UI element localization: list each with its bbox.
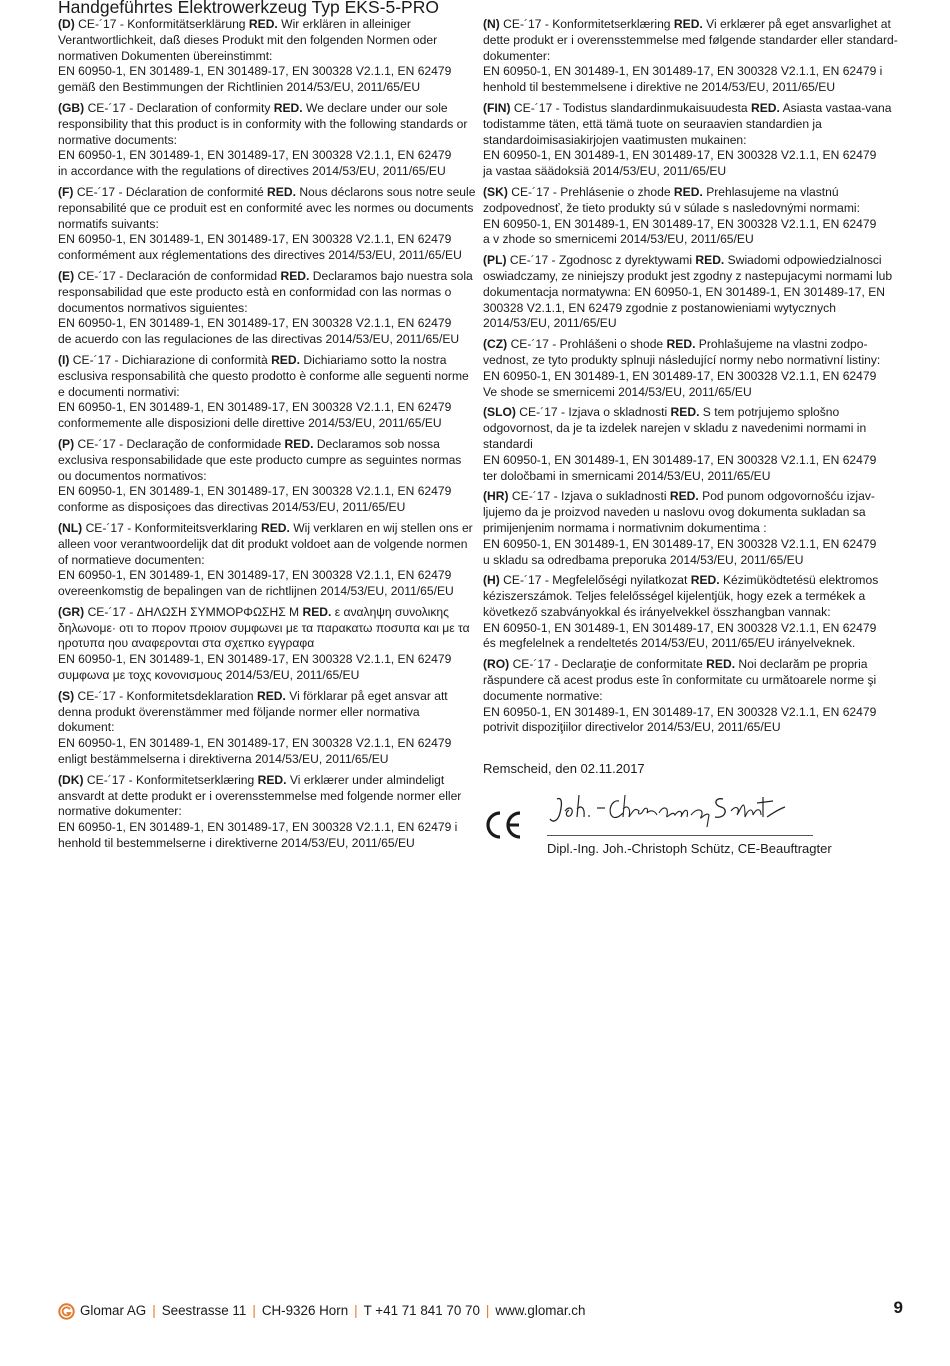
directives-text: potrivit dispoziţiilor directivelor 2014/53/EU, 2011/65/EU	[483, 720, 781, 735]
norms-list: EN 60950-1, EN 301489-1, EN 301489-17, EN 300328 V2.1.1, EN 62479	[483, 704, 877, 719]
glomar-logo-icon	[58, 1303, 75, 1320]
declaration-heading: CE-´17 - Konformitetserklæring	[503, 17, 674, 31]
declaration-text: Asiasta vastaa-vana todistamme täten, että tämä tuote on seuraavien standardien ja standardoimisasiakirjojen vaatimusten mukainen:	[483, 100, 892, 147]
norms-list: EN 60950-1, EN 301489-1, EN 301489-17, EN 300328 V2.1.1, EN 62479	[483, 536, 877, 551]
lang-code: (PL)	[483, 253, 507, 268]
red-label: RED.	[280, 268, 310, 283]
norms-list: EN 60950-1, EN 301489-1, EN 301489-17, EN 300328 V2.1.1, EN 62479	[58, 484, 452, 499]
directives-text: ter določbami in smernicami 2014/53/EU, 2011/65/EU	[483, 468, 771, 483]
footer-company: Glomar AG	[80, 1303, 147, 1318]
norms-list: EN 60950-1, EN 301489-1, EN 301489-17, EN 300328 V2.1.1, EN 62479	[483, 452, 877, 467]
red-label: RED.	[284, 436, 314, 451]
declaration-text: Prehlasujeme na vlastnú zodpovednosť, že tieto produkty sú v súlade s nasledovnými normami:	[483, 184, 860, 215]
declaration-f	[58, 185, 476, 264]
place-date: Remscheid, den 02.11.2017	[483, 761, 645, 777]
lang-code: (F)	[58, 184, 74, 199]
red-label: RED.	[670, 405, 700, 420]
declaration-gb	[58, 101, 476, 180]
lang-code: (RO)	[483, 657, 510, 672]
lang-code: (CZ)	[483, 337, 508, 352]
footer-contact	[80, 1302, 585, 1320]
red-label: RED.	[706, 657, 736, 672]
directives-text: enligt bestämmelserna i direktiverna 2014/53/EU, 2011/65/EU	[58, 752, 389, 767]
declaration-h	[483, 573, 903, 652]
declaration-pl	[483, 253, 903, 332]
declaration-heading: CE-´17 - Prohlášeni o shode	[510, 337, 667, 352]
signer-name: Dipl.-Ing. Joh.-Christoph Schütz, CE-Beauftragter	[547, 841, 832, 857]
lang-code: (GR)	[58, 604, 85, 619]
declaration-heading: CE-´17 - Izjava o skladnosti	[519, 405, 671, 420]
norms-list: EN 60950-1, EN 301489-1, EN 301489-17, EN 300328 V2.1.1, EN 62479	[483, 368, 877, 383]
directives-text: conformemente alle disposizioni delle direttive 2014/53/EU, 2011/65/EU	[58, 416, 442, 431]
footer-website-link[interactable]: www.glomar.ch	[495, 1303, 586, 1318]
directives-text: u skladu sa odredbama preporuka 2014/53/EU, 2011/65/EU	[483, 552, 804, 567]
norms-list: EN 60950-1, EN 301489-1, EN 301489-17, EN 300328 V2.1.1, EN 62479	[58, 148, 452, 163]
red-label: RED.	[257, 772, 287, 787]
declaration-heading: CE-´17 - Konformitätserklärung	[78, 17, 249, 31]
declaration-text: Wir erklären in alleiniger Verantwortlichkeit, daß dieses Produkt mit den folgenden Normen oder normativen Dokumenten übereinstimmt:	[58, 17, 438, 63]
declaration-heading: CE-´17 - Todistus slandardinmukaisuudesta	[513, 100, 751, 115]
declaration-heading: CE-´17 - Declaraţie de conformitate	[512, 657, 707, 672]
norms-list: EN 60950-1, EN 301489-1, EN 301489-17, EN 300328 V2.1.1, EN 62479 i	[58, 820, 458, 835]
declaration-heading: CE-´17 - Konformitetsdeklaration	[77, 688, 257, 703]
right-column	[483, 17, 903, 881]
declaration-s	[58, 689, 476, 768]
directives-text: in accordance with the regulations of directives 2014/53/EU, 2011/65/EU	[58, 164, 446, 179]
ce-mark-icon	[483, 809, 523, 841]
directives-text: 2014/53/EU, 2011/65/EU	[483, 316, 617, 331]
footer-street: Seestrasse 11	[161, 1303, 247, 1318]
declaration-text: Noi declarăm pe propria răspundere că acest produs este în conformitate cu următoarele norme şi documente normative:	[483, 657, 877, 703]
declaration-e	[58, 269, 476, 348]
declaration-heading: CE-´17 - Megfelelőségi nyilatkozat	[503, 573, 691, 588]
norms-list: EN 60950-1, EN 301489-1, EN 301489-17, EN 300328 V2.1.1, EN 62479	[483, 216, 877, 231]
lang-code: (SLO)	[483, 405, 516, 420]
lang-code: (GB)	[58, 100, 85, 115]
signature-line	[547, 835, 813, 836]
declaration-text: Kézimüködtetésü elektromos kéziszerszámok. Teljes felelősségel kijelentjük, hogy ezek a termékek a következő szabványokkal és irányelvekkel összhangban vannak:	[483, 573, 879, 619]
lang-code: (S)	[58, 688, 75, 703]
declaration-heading: CE-´17 - Declaration of conformity	[87, 100, 274, 115]
red-label: RED.	[271, 352, 300, 367]
red-label: RED.	[256, 688, 286, 703]
handwritten-signature-icon	[547, 791, 789, 829]
red-label: RED.	[690, 573, 720, 588]
red-label: RED.	[669, 489, 699, 504]
declaration-heading: CE-´17 - Konformitetserklæring	[86, 772, 258, 787]
declaration-sk	[483, 185, 903, 248]
declaration-text: Pod punom odgovornošću izjav-ljujemo da je proizvod naveden u naslovu ovog dokumenta sukladan sa primijenjenim normama i normativnim dokumentima :	[483, 489, 875, 535]
directives-text: overeenkomstig de bepalingen van de richtlijnen 2014/53/EU, 2011/65/EU	[58, 584, 454, 599]
red-label: RED.	[302, 604, 332, 619]
norms-list: EN 60950-1, EN 301489-1, EN 301489-17, EN 300328 V2.1.1, EN 62479	[58, 736, 452, 751]
declaration-text: Prohlašujeme na vlastni zodpo-vednost, ze tyto produkty splnuji následující normy nebo normativní listiny:	[483, 337, 881, 367]
signature-block	[483, 791, 903, 881]
norms-list: EN 60950-1, EN 301489-1, EN 301489-17, EN 300328 V2.1.1, EN 62479 i	[483, 64, 883, 79]
red-label: RED.	[751, 100, 780, 115]
declaration-text: Vi erklærer på eget ansvarlighet at dette produkt er i overensstemmelse med følgende standarder eller standard-dokumenter:	[483, 17, 898, 63]
lang-code: (E)	[58, 268, 75, 283]
directives-text: de acuerdo con las regulaciones de las directivas 2014/53/EU, 2011/65/EU	[58, 332, 460, 347]
left-column	[58, 17, 476, 857]
norms-list: EN 60950-1, EN 301489-1, EN 301489-17, EN 300328 V2.1.1, EN 62479	[58, 64, 452, 79]
declaration-heading: CE-´17 - ΔΗΛΩΣΗ ΣΥΜΜΟΡΦΩΣΗΣ Μ	[87, 604, 303, 619]
declaration-heading: CE-´17 - Zgodnosc z dyrektywami	[509, 253, 696, 268]
declaration-text: Swiadomi odpowiedzialnosci oswiadczamy, ze niniejszy produkt jest zgodny z nastepujacymi normami lub dokumentacja normatywna: EN 60950-1, EN 301489-1, EN 301489-17, EN 300328 V2.1.1, EN 62479 zgodnie z postanowieniami wytycznych	[483, 253, 893, 315]
declaration-de	[58, 17, 476, 96]
declaration-nl	[58, 521, 476, 600]
declaration-heading: CE-´17 - Konformiteitsverklaring	[85, 520, 261, 535]
red-label: RED.	[695, 253, 725, 268]
directives-text: συμφωνα με τοχς κονονισμους 2014/53/EU, 2011/65/EU	[58, 668, 360, 683]
red-label: RED.	[673, 17, 703, 31]
footer-separator: |	[252, 1303, 256, 1318]
norms-list: EN 60950-1, EN 301489-1, EN 301489-17, EN 300328 V2.1.1, EN 62479	[58, 400, 452, 415]
declaration-text: Vi erklærer under almindeligt ansvardt at dette produkt er i overensstemmelse med folgende normer eller normative dokumenter:	[58, 772, 462, 819]
declaration-dk	[58, 773, 476, 852]
directives-text: henhold til bestemmelsene i direktive ne 2014/53/EU, 2011/65/EU	[483, 80, 836, 95]
red-label: RED.	[267, 184, 296, 199]
directives-text: és megfelelnek a rendeltetés 2014/53/EU, 2011/65/EU irányelveknek.	[483, 636, 856, 651]
footer-city: CH-9326 Horn	[261, 1303, 349, 1318]
declaration-i	[58, 353, 476, 432]
declaration-heading: CE-´17 - Prehlásenie o zhode	[511, 184, 674, 199]
directives-text: ja vastaa säädoksiä 2014/53/EU, 2011/65/EU	[483, 164, 727, 179]
lang-code: (P)	[58, 436, 75, 451]
directives-text: conformément aux réglementations des directives 2014/53/EU, 2011/65/EU	[58, 248, 462, 263]
declaration-text: Nous déclarons sous notre seule reponsabilité que ce produit est en conformité avec les normes ou documents normatifs suivants:	[58, 184, 476, 231]
declaration-text: Dichiariamo sotto la nostra esclusiva responsabilità che questo prodotto è conforme alle seguenti norme e documenti normativi:	[58, 352, 469, 399]
declaration-ro	[483, 657, 903, 736]
lang-code: (SK)	[483, 184, 508, 199]
footer-separator: |	[485, 1303, 490, 1318]
declaration-heading: CE-´17 - Déclaration de conformité	[76, 184, 268, 199]
directives-text: a v zhode so smernicemi 2014/53/EU, 2011/65/EU	[483, 232, 754, 247]
directives-text: Ve shode se smernicemi 2014/53/EU, 2011/65/EU	[483, 384, 752, 399]
lang-code: (HR)	[483, 489, 509, 504]
norms-list: EN 60950-1, EN 301489-1, EN 301489-17, EN 300328 V2.1.1, EN 62479	[483, 620, 877, 635]
declaration-text: Declaramos bajo nuestra sola responsabilidad que este producto està en conformidad con las normas o documentos normativos siguientes:	[58, 268, 473, 315]
declaration-text: Vi förklarar på eget ansvar att denna produkt överenstämmer med följande normer eller normativa dokument:	[58, 688, 448, 735]
declaration-text: We declare under our sole responsibility that this product is in conformity with the following standards or normative documents:	[58, 100, 468, 147]
norms-list: EN 60950-1, EN 301489-1, EN 301489-17, EN 300328 V2.1.1, EN 62479	[483, 148, 877, 163]
declaration-text: Declaramos sob nossa exclusiva responsabilidade que este producto cumpre as seguintes normas ou documentos normativos:	[58, 436, 462, 483]
declaration-gr	[58, 605, 476, 684]
declaration-heading: CE-´17 - Declaração de conformidade	[77, 436, 285, 451]
red-label: RED.	[666, 337, 696, 352]
declaration-heading: CE-´17 - Declaración de conformidad	[77, 268, 281, 283]
footer-separator: |	[152, 1303, 156, 1318]
norms-list: EN 60950-1, EN 301489-1, EN 301489-17, EN 300328 V2.1.1, EN 62479	[58, 232, 452, 247]
declaration-p	[58, 437, 476, 516]
lang-code: (NL)	[58, 520, 83, 535]
lang-code: (H)	[483, 573, 500, 588]
red-label: RED.	[248, 17, 278, 31]
page-footer	[58, 1298, 903, 1322]
lang-code: (N)	[483, 17, 500, 31]
directives-text: henhold til bestemmelserne i direktiverne 2014/53/EU, 2011/65/EU	[58, 836, 415, 851]
declaration-cz	[483, 337, 903, 400]
red-label: RED.	[260, 520, 290, 535]
footer-phone: T +41 71 841 70 70	[363, 1303, 480, 1318]
red-label: RED.	[273, 100, 303, 115]
norms-list: EN 60950-1, EN 301489-1, EN 301489-17, EN 300328 V2.1.1, EN 62479	[58, 652, 452, 667]
declaration-text: S tem potrjujemo splošno odgovornost, da je ta izdelek narejen v skladu z navedenimi normami in standardi	[483, 405, 867, 451]
lang-code: (DK)	[58, 772, 84, 787]
declaration-heading: CE-´17 - Izjava o sukladnosti	[511, 489, 670, 504]
footer-separator: |	[354, 1303, 358, 1318]
norms-list: EN 60950-1, EN 301489-1, EN 301489-17, EN 300328 V2.1.1, EN 62479	[58, 568, 452, 583]
declaration-fin	[483, 101, 903, 180]
document-title: Handgeführtes Elektrowerkzeug Typ EKS-5-PRO	[58, 0, 439, 17]
directives-text: conforme as disposiçoes das directivas 2014/53/EU, 2011/65/EU	[58, 500, 406, 515]
declaration-hr	[483, 489, 903, 568]
directives-text: gemäß den Bestimmungen der Richtlinien 2014/53/EU, 2011/65/EU	[58, 80, 421, 95]
declaration-text: Wij verklaren en wij stellen ons er alleen voor verantwoordelijk dat dit produkt voldoet aan de volgende normen of normatieve documenten:	[58, 520, 473, 567]
declaration-heading: CE-´17 - Dichiarazione di conformità	[72, 352, 272, 367]
red-label: RED.	[673, 184, 703, 199]
declaration-slo	[483, 405, 903, 484]
declaration-text: ε αναληψη συνολικης δηλωνομε· οτι το πορον προιον συμφωνει με τα παρακατω ποσυπα και με τα ηροτυπα ηου αναφερονται στα σχεπκο εγγραφα	[58, 604, 470, 651]
norms-list: EN 60950-1, EN 301489-1, EN 301489-17, EN 300328 V2.1.1, EN 62479	[58, 316, 452, 331]
declaration-n	[483, 17, 903, 96]
page-number: 9	[893, 1298, 903, 1317]
lang-code: (I)	[58, 352, 70, 367]
lang-code: (FIN)	[483, 100, 511, 115]
lang-code: (D)	[58, 17, 75, 31]
